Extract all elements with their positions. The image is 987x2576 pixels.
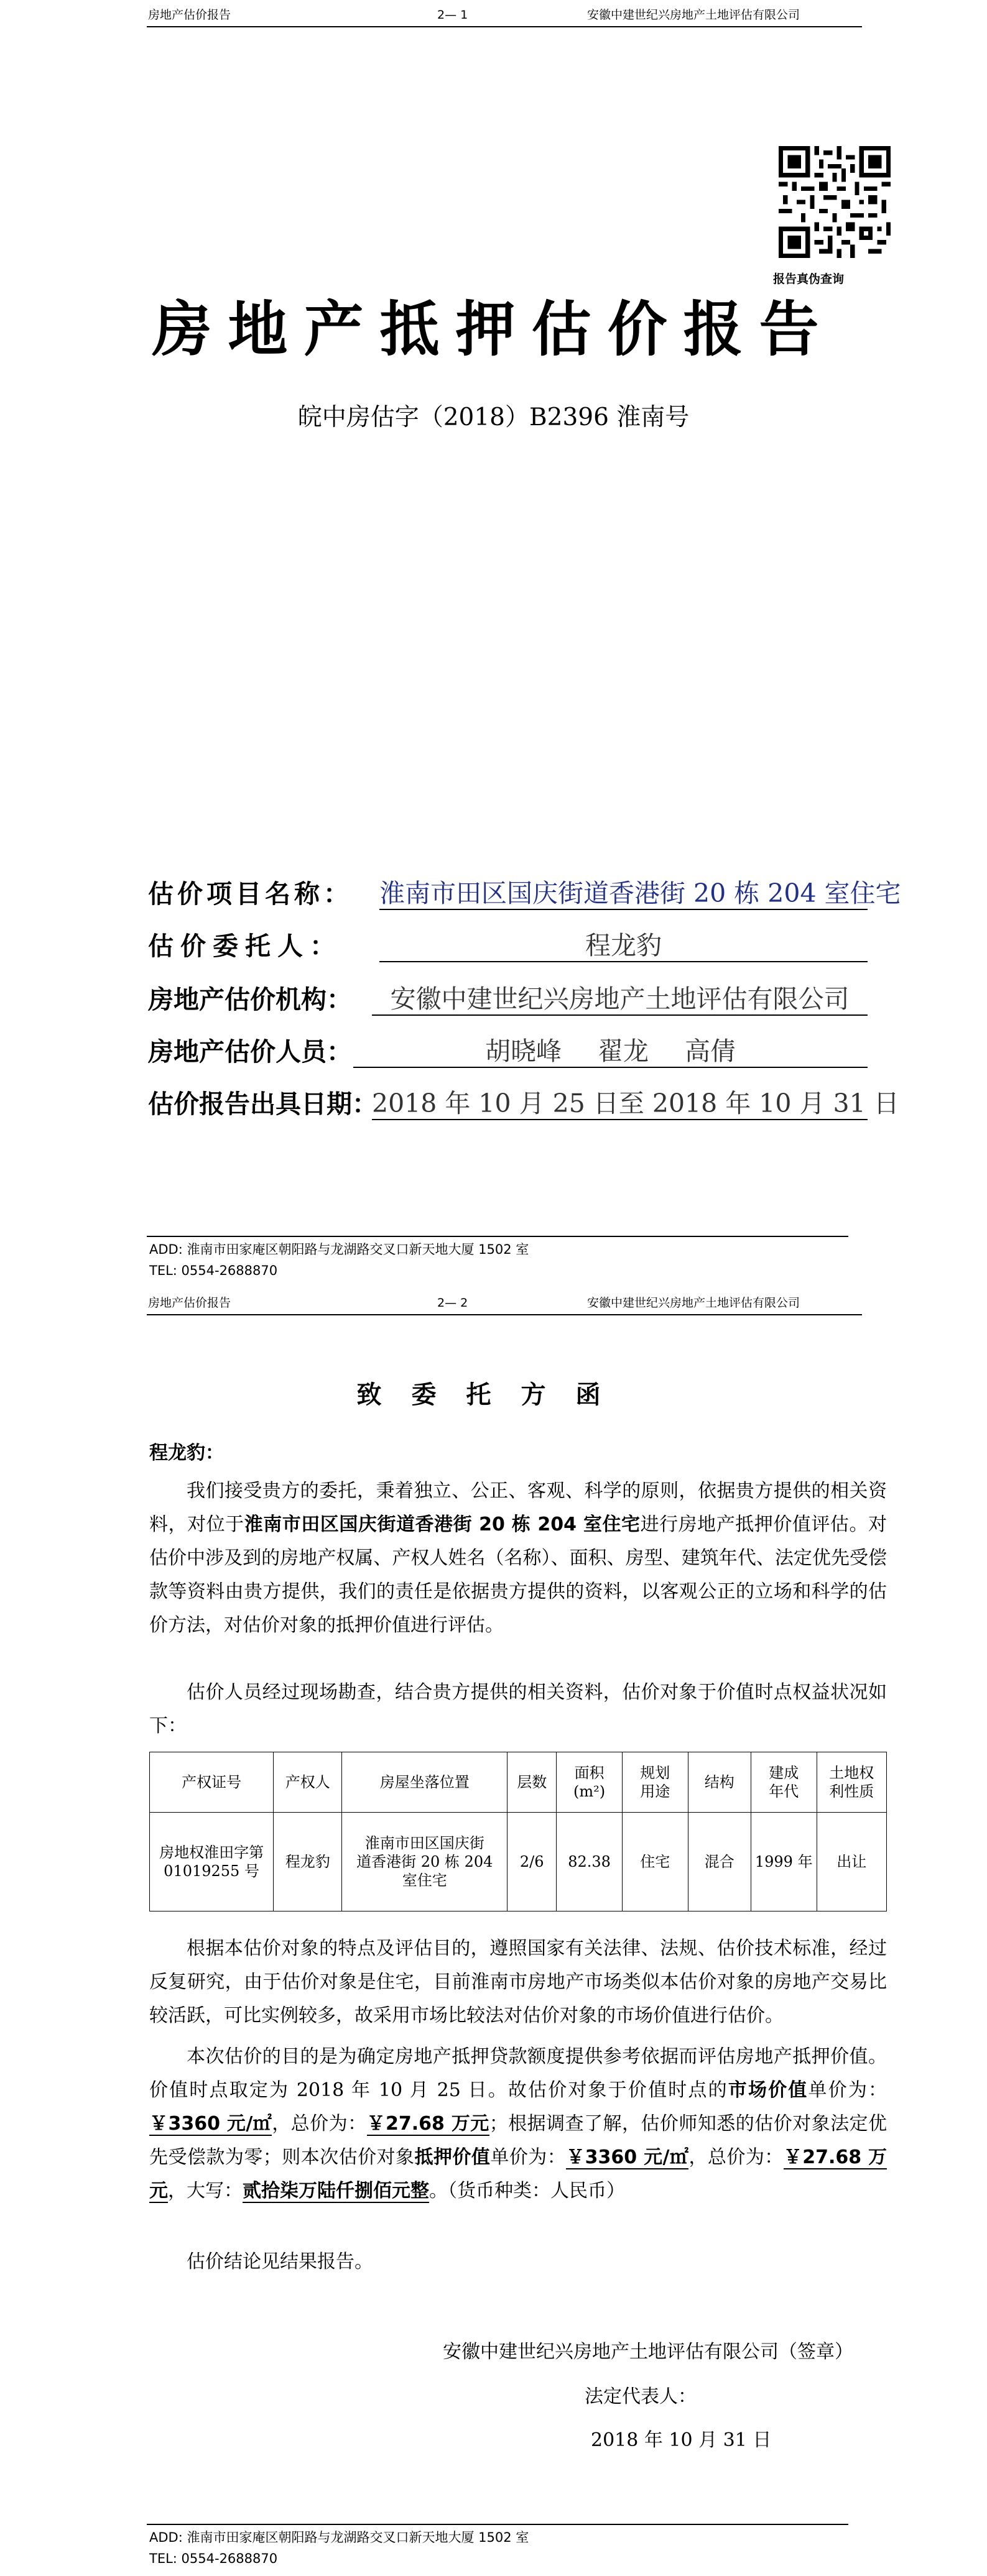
- header-page-number: 2— 1: [437, 8, 468, 22]
- table-cell: 混合: [688, 1813, 751, 1911]
- table-cell: 1999 年: [751, 1813, 817, 1911]
- table-header-cell: 建成 年代: [751, 1752, 817, 1813]
- header-company: 安徽中建世纪兴房地产土地评估有限公司: [587, 8, 800, 22]
- property-address-emphasis: 淮南市田区国庆街道香港街 20 栋 204 室住宅: [244, 1514, 641, 1535]
- table-header-cell: 面积 (m²): [557, 1752, 623, 1813]
- paragraph-conclusion: 估价结论见结果报告。: [187, 2251, 373, 2273]
- footer-address: ADD: 淮南市田家庵区朝阳路与龙湖路交叉口新天地大厦 1502 室: [149, 2530, 529, 2545]
- footer-telephone: TEL: 0554-2688870: [149, 1263, 278, 1278]
- table-header-cell: 层数: [507, 1752, 557, 1813]
- property-table: [149, 1752, 887, 1911]
- header-title: 房地产估价报告: [148, 1296, 231, 1310]
- market-value-label: 市场价值: [728, 2079, 809, 2101]
- table-row: [150, 1813, 887, 1911]
- footer-telephone: TEL: 0554-2688870: [149, 2551, 278, 2566]
- legal-representative: 法定代表人：: [585, 2386, 697, 2408]
- paragraph-valuation: 本次估价的目的是为确定房地产抵押贷款额度提供参考依据而评估房地产抵押价值。价值时点取定为 2018 年 10 月 25 日。故估价对象于价值时点的市场价值单价为：￥3360 元/㎡，总价为：￥27.68 万元；根据调查了解，估价师知悉的估价对象法定优先受偿款为零；则本次估价对象抵押价值单价为：￥3360 元/㎡，总价为：￥27.68 万元，大写：贰拾柒万陆仟捌佰元整。（货币种类：人民币）: [149, 2046, 887, 2202]
- market-total-price: ￥27.68 万元: [366, 2113, 489, 2135]
- table-cell: 出让: [817, 1813, 886, 1911]
- agency-label: 房地产估价机构：: [148, 985, 352, 1014]
- appraiser-name: 胡晓峰: [485, 1036, 562, 1066]
- appraisers-label: 房地产估价人员：: [148, 1037, 352, 1067]
- letter-title: 致委托方函: [356, 1381, 631, 1409]
- client-value: 程龙豹: [379, 930, 868, 962]
- table-cell: 住宅: [622, 1813, 688, 1911]
- table-cell: 2/6: [507, 1813, 557, 1911]
- issue-date-label: 估价报告出具日期：: [148, 1089, 378, 1119]
- mortgage-value-label: 抵押价值: [414, 2146, 491, 2168]
- appraiser-name: 翟龙: [598, 1036, 649, 1066]
- table-header-cell: 结构: [688, 1752, 751, 1813]
- table-header-cell: 产权人: [274, 1752, 342, 1813]
- issue-date-value: 2018 年 10 月 25 日至 2018 年 10 月 31 日: [372, 1088, 868, 1120]
- table-header-cell: 房屋坐落位置: [342, 1752, 507, 1813]
- paragraph-survey: 估价人员经过现场勘查，结合贵方提供的相关资料，估价对象于价值时点权益状况如下：: [149, 1681, 887, 1737]
- table-cell: 82.38: [557, 1813, 623, 1911]
- project-name-value: 淮南市田区国庆街道香港街 20 栋 204 室住宅: [379, 878, 868, 910]
- paragraph-method: 根据本估价对象的特点及评估目的，遵照国家有关法律、法规、估价技术标准，经过反复研究，由于估价对象是住宅，目前淮南市房地产市场类似本估价对象的房地产交易比较活跃，可比实例较多，故采用市场比较法对估价对象的市场价值进行估价。: [149, 1938, 887, 2026]
- footer-divider: [147, 2524, 848, 2525]
- footer-divider: [147, 1236, 848, 1237]
- appraisers-value: [353, 1036, 868, 1068]
- table-header-cell: 规划 用途: [622, 1752, 688, 1813]
- table-header-cell: 土地权 利性质: [817, 1752, 886, 1813]
- amount-in-words: 贰拾柒万陆仟捌佰元整: [243, 2180, 429, 2202]
- table-header-cell: 产权证号: [150, 1752, 274, 1813]
- table-header-row: [150, 1752, 887, 1813]
- qr-caption: 报告真伪查询: [773, 272, 845, 286]
- client-label: 估价委托人：: [148, 931, 342, 961]
- salutation: 程龙豹：: [149, 1442, 224, 1464]
- header-title: 房地产估价报告: [148, 8, 231, 22]
- signature-company: 安徽中建世纪兴房地产土地评估有限公司（签章）: [443, 2341, 853, 2363]
- signature-date: 2018 年 10 月 31 日: [591, 2429, 772, 2451]
- appraiser-name: 高倩: [685, 1036, 736, 1066]
- header-divider: [147, 26, 862, 27]
- paragraph-engagement: 我们接受贵方的委托，秉着独立、公正、客观、科学的原则，依据贵方提供的相关资料，对位于淮南市田区国庆街道香港街 20 栋 204 室住宅进行房地产抵押价值评估。对估价中涉及到的房地产权属、产权人姓名（名称）、面积、房型、建筑年代、法定优先受偿款等资料由贵方提供，我们的责任是依据贵方提供的资料，以客观公正的立场和科学的估价方法，对估价对象的抵押价值进行评估。: [149, 1480, 887, 1636]
- header-company: 安徽中建世纪兴房地产土地评估有限公司: [587, 1296, 800, 1310]
- mortgage-total-price: ￥27.68 万元: [149, 2146, 887, 2202]
- header-divider: [147, 1314, 862, 1315]
- table-cell: 淮南市田区国庆街 道香港街 20 栋 204 室住宅: [342, 1813, 507, 1911]
- header-page-number: 2— 2: [437, 1296, 468, 1310]
- table-cell: 房地权淮田字第 01019255 号: [150, 1813, 274, 1911]
- project-name-label: 估价项目名称：: [148, 879, 353, 909]
- table-cell: 程龙豹: [274, 1813, 342, 1911]
- agency-value: 安徽中建世纪兴房地产土地评估有限公司: [372, 983, 868, 1016]
- mortgage-unit-price: ￥3360 元/㎡: [566, 2146, 689, 2168]
- footer-address: ADD: 淮南市田家庵区朝阳路与龙湖路交叉口新天地大厦 1502 室: [149, 1242, 529, 1257]
- market-unit-price: ￥3360 元/㎡: [149, 2113, 272, 2135]
- report-number: 皖中房估字（2018）B2396 淮南号: [297, 403, 690, 431]
- qr-code-icon[interactable]: [779, 146, 891, 258]
- report-title: 房地产抵押估价报告: [152, 295, 835, 364]
